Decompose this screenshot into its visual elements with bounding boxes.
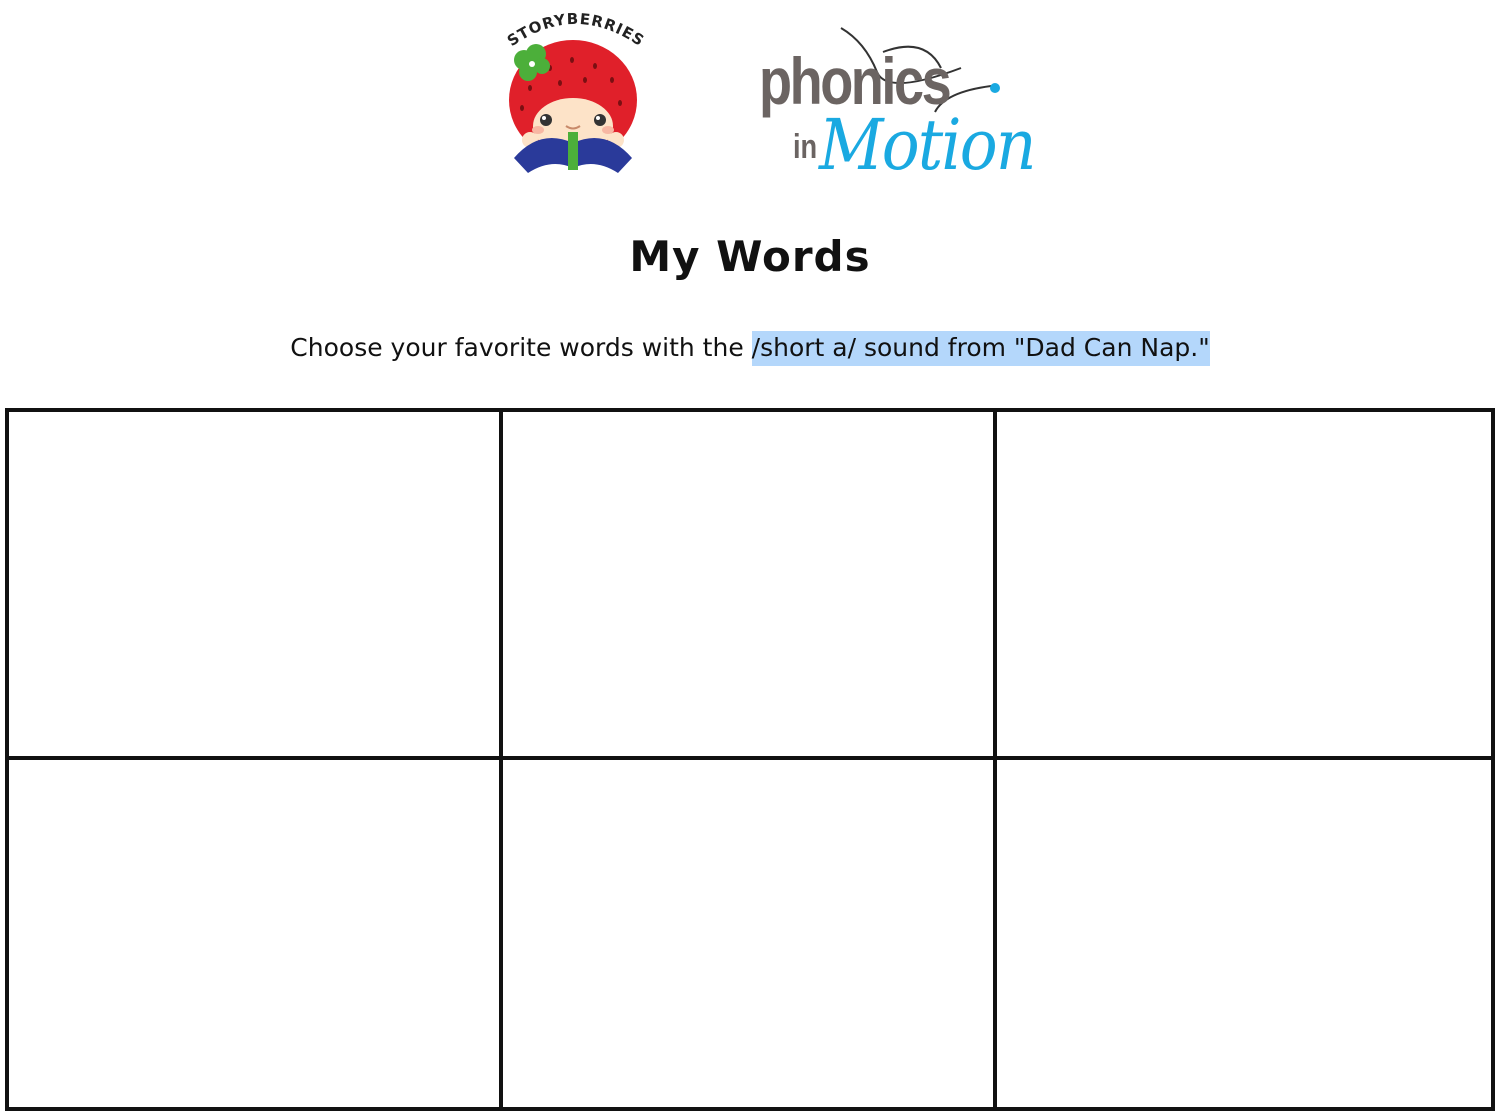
- phonics-logo-motion: Motion: [819, 104, 1035, 186]
- phonics-logo-in: in: [793, 128, 818, 166]
- phonics-in-motion-logo: [755, 22, 1035, 192]
- word-grid: [5, 408, 1495, 1111]
- word-cell-5[interactable]: [503, 760, 997, 1108]
- word-cell-1[interactable]: [9, 412, 503, 760]
- instruction-prefix: Choose your favorite words with the: [290, 333, 752, 362]
- storyberries-icon: [500, 8, 650, 178]
- word-cell-3[interactable]: [997, 412, 1491, 760]
- storyberries-logo: [500, 8, 650, 178]
- phonics-logo-word: phonics: [759, 44, 950, 118]
- storyberries-logo-text: STORYBERRIES: [503, 9, 648, 51]
- page-title: My Words: [629, 232, 871, 281]
- word-cell-4[interactable]: [9, 760, 503, 1108]
- instruction-text: [0, 333, 1500, 362]
- word-cell-6[interactable]: [997, 760, 1491, 1108]
- instruction-highlighted-text[interactable]: /short a/ sound from "Dad Can Nap.": [752, 331, 1210, 366]
- word-cell-2[interactable]: [503, 412, 997, 760]
